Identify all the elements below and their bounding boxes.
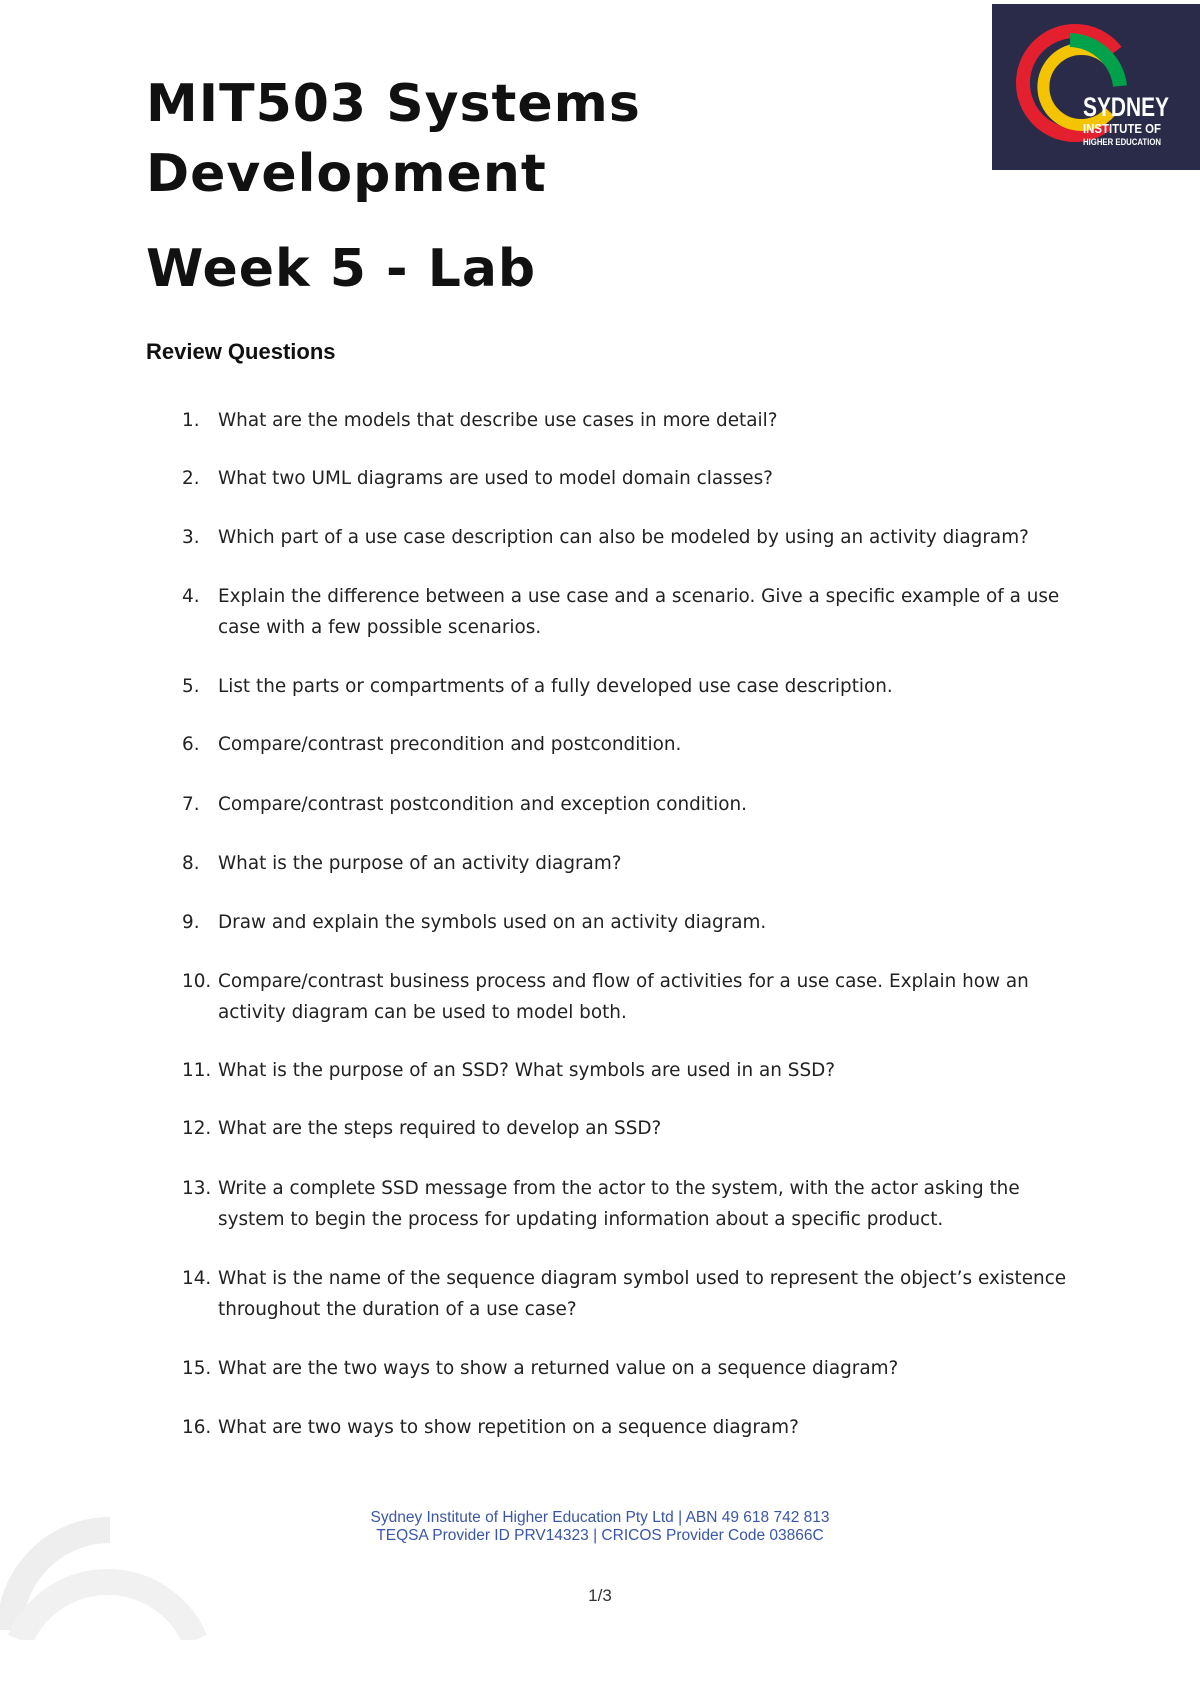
question-text: Which part of a use case description can also be modeled by using an activity diagram? <box>218 527 1029 548</box>
question-number: 16. <box>182 1417 212 1438</box>
section-heading: Review Questions <box>146 339 336 364</box>
question-number: 13. <box>182 1178 212 1199</box>
question-number: 11. <box>182 1060 212 1081</box>
question-text: Compare/contrast business process and flow of activities for a use case. Explain how an activity diagram can be used to model both. <box>218 971 1029 1023</box>
question-number: 3. <box>182 527 200 548</box>
question-number: 6. <box>182 734 200 755</box>
question-text: Draw and explain the symbols used on an activity diagram. <box>218 912 767 933</box>
question-number: 9. <box>182 912 200 933</box>
question-text: Compare/contrast precondition and postcondition. <box>218 734 682 755</box>
logo-line3: HIGHER EDUCATION <box>1083 137 1162 148</box>
question-number: 15. <box>182 1358 212 1379</box>
question-text: What two UML diagrams are used to model domain classes? <box>218 468 773 489</box>
question-text: What is the purpose of an SSD? What symbols are used in an SSD? <box>218 1060 836 1081</box>
question-text: What are the models that describe use cases in more detail? <box>218 410 778 431</box>
question-number: 12. <box>182 1118 212 1139</box>
question-number: 7. <box>182 794 200 815</box>
question-number: 10. <box>182 971 212 992</box>
question-text: What is the purpose of an activity diagram? <box>218 853 622 874</box>
document-title-line1: MIT503 Systems <box>146 74 641 134</box>
question-number: 4. <box>182 586 200 607</box>
question-text: Compare/contrast postcondition and exception condition. <box>218 794 747 815</box>
footer-provider-line: TEQSA Provider ID PRV14323 | CRICOS Provider Code 03866C <box>376 1527 824 1544</box>
question-number: 8. <box>182 853 200 874</box>
question-text: What are the two ways to show a returned value on a sequence diagram? <box>218 1358 899 1379</box>
question-number: 5. <box>182 676 200 697</box>
question-number: 2. <box>182 468 200 489</box>
question-text: Write a complete SSD message from the actor to the system, with the actor asking the system to begin the process for updating information about a specific product. <box>218 1178 1020 1230</box>
question-number: 1. <box>182 410 200 431</box>
document-subtitle: Week 5 - Lab <box>146 239 537 299</box>
question-number: 14. <box>182 1268 212 1289</box>
question-text: What are the steps required to develop an SSD? <box>218 1118 662 1139</box>
document-title-line2: Development <box>146 144 547 204</box>
question-text: Explain the difference between a use case and a scenario. Give a specific example of a use case with a few possible scenarios. <box>218 586 1060 638</box>
footer-company-line: Sydney Institute of Higher Education Pty Ltd | ABN 49 618 742 813 <box>370 1509 830 1526</box>
question-text: What is the name of the sequence diagram symbol used to represent the object’s existence throughout the duration of a use case? <box>218 1268 1067 1320</box>
question-text: List the parts or compartments of a fully developed use case description. <box>218 676 893 697</box>
question-text: What are two ways to show repetition on a sequence diagram? <box>218 1417 799 1438</box>
logo-line2: INSTITUTE OF <box>1083 121 1162 136</box>
logo-arc-icon <box>992 4 1200 170</box>
institute-logo <box>992 4 1200 170</box>
logo-name: SYDNEY <box>1083 92 1169 122</box>
page-number: 1/3 <box>588 1586 612 1605</box>
